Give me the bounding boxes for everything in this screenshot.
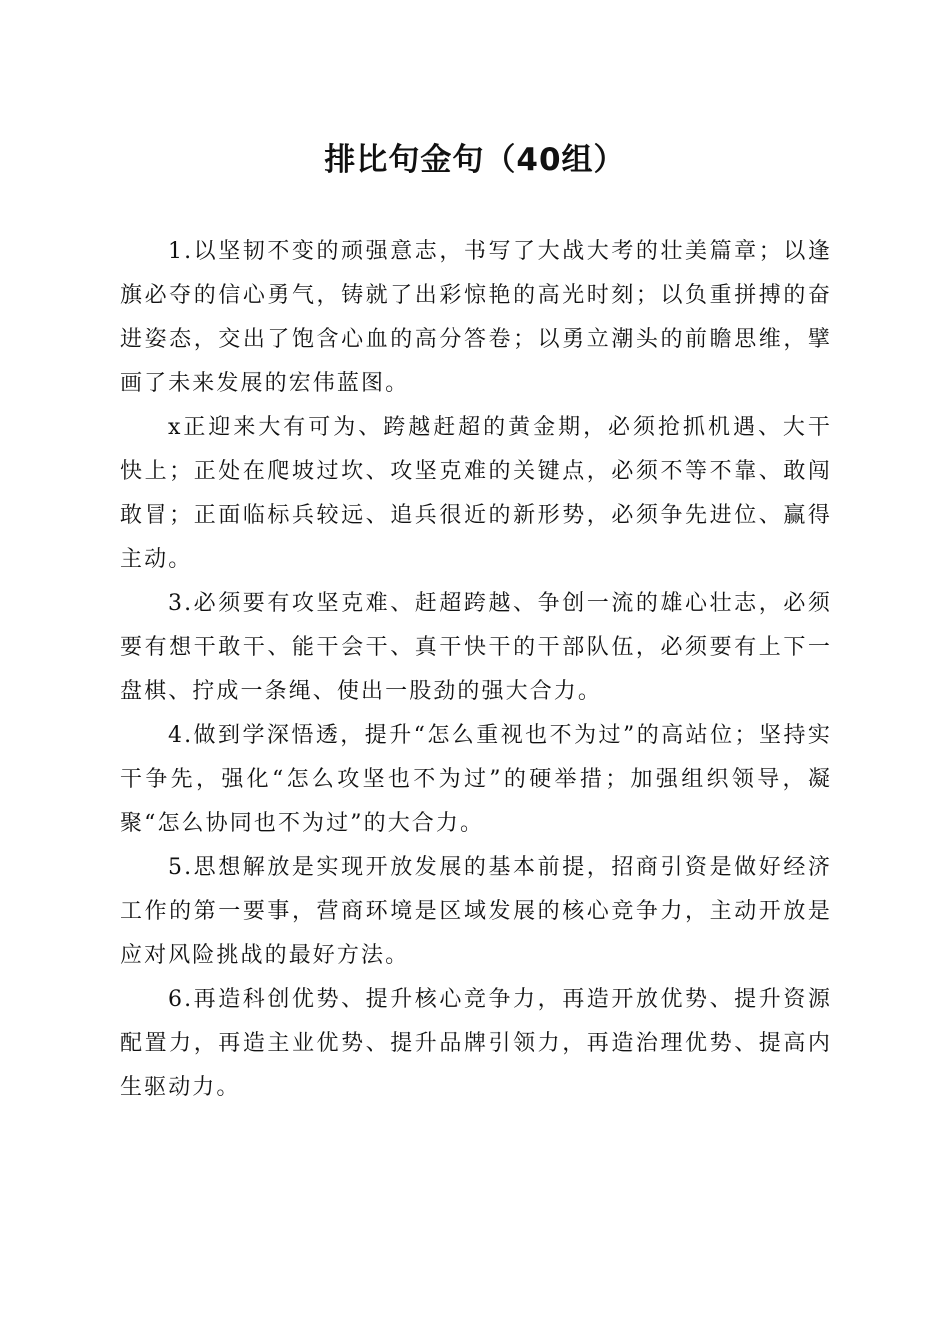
document-body	[120, 230, 832, 1110]
paragraph-3: 3.必须要有攻坚克难、赶超跨越、争创一流的雄心壮志，必须要有想干敢干、能干会干、真干快干的干部队伍，必须要有上下一盘棋、拧成一条绳、使出一股劲的强大合力。	[120, 591, 832, 704]
paragraph-1: 1.以坚韧不变的顽强意志，书写了大战大考的壮美篇章；以逢旗必夺的信心勇气，铸就了出彩惊艳的高光时刻；以负重拼搏的奋进姿态，交出了饱含心血的高分答卷；以勇立潮头的前瞻思维，擘画了未来发展的宏伟蓝图。	[120, 239, 832, 396]
document-title: 排比句金句（40组）	[324, 142, 626, 178]
paragraph-2: x正迎来大有可为、跨越赶超的黄金期，必须抢抓机遇、大干快上；正处在爬坡过坎、攻坚克难的关键点，必须不等不靠、敢闯敢冒；正面临标兵较远、追兵很近的新形势，必须争先进位、赢得主动。	[120, 415, 832, 572]
paragraph-6: 6.再造科创优势、提升核心竞争力，再造开放优势、提升资源配置力，再造主业优势、提升品牌引领力，再造治理优势、提高内生驱动力。	[120, 987, 832, 1100]
paragraph-5: 5.思想解放是实现开放发展的基本前提，招商引资是做好经济工作的第一要事，营商环境是区域发展的核心竞争力，主动开放是应对风险挑战的最好方法。	[120, 855, 832, 968]
paragraph-4: 4.做到学深悟透，提升“怎么重视也不为过”的高站位；坚持实干争先，强化“怎么攻坚也不为过”的硬举措；加强组织领导，凝聚“怎么协同也不为过”的大合力。	[120, 723, 832, 836]
